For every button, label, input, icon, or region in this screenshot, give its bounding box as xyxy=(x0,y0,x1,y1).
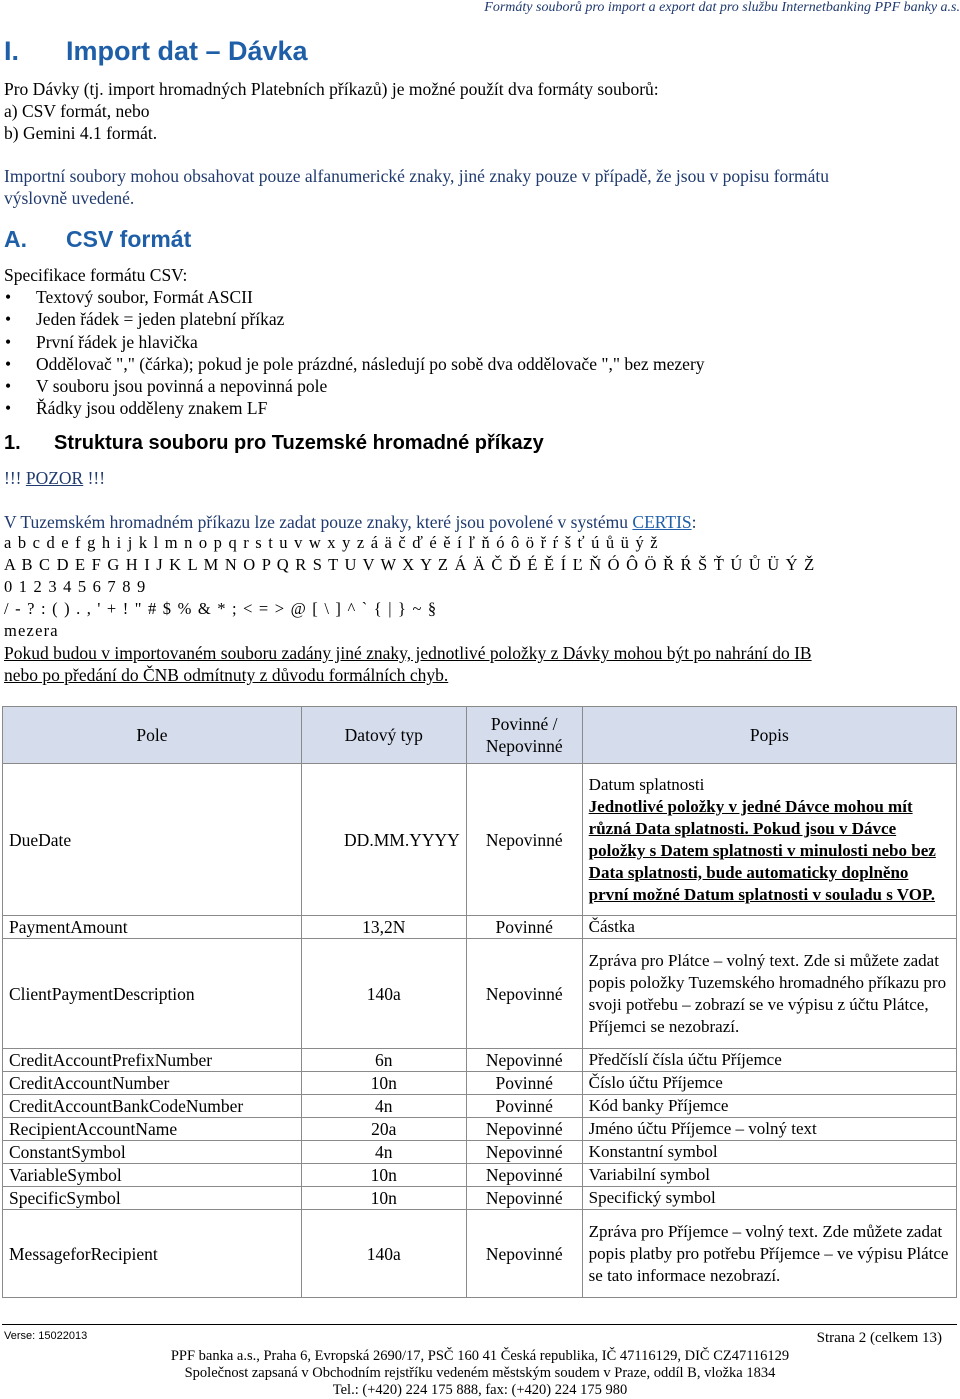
field-table xyxy=(2,706,957,1298)
cell-desc: Předčíslí čísla účtu Příjemce xyxy=(582,1049,956,1072)
cell-field: ClientPaymentDescription xyxy=(3,939,302,1049)
bullet-icon xyxy=(4,397,36,419)
cell-desc: Zpráva pro Příjemce – volný text. Zde můžete zadat popis platby pro potřebu Příjemce – ve výpisu Plátce se tato informace nezobrazí. xyxy=(582,1210,956,1298)
table-row xyxy=(3,916,957,939)
cell-required: Nepovinné xyxy=(466,1210,582,1298)
structure-title: Struktura souboru pro Tuzemské hromadné příkazy xyxy=(54,432,544,454)
bullet-icon xyxy=(4,353,36,375)
section-number: I. xyxy=(4,36,20,66)
cell-required: Povinné xyxy=(466,1072,582,1095)
charset-digits: 0 1 2 3 4 5 6 7 8 9 xyxy=(4,577,147,596)
cell-type: 10n xyxy=(301,1164,466,1187)
cell-required: Nepovinné xyxy=(466,939,582,1049)
cell-desc: Konstantní symbol xyxy=(582,1141,956,1164)
table-row xyxy=(3,1164,957,1187)
charset-uppercase: A B C D E F G H I J K L M N O P Q R S T U V W X Y Z Á Ä Č Ď É Ě Í Ľ Ň Ó Ô Ö Ř Ŕ Š Ť Ú Ů Ü Ý Ž xyxy=(4,555,816,574)
cell-required: Nepovinné xyxy=(466,1164,582,1187)
col-header-required: Povinné / Nepovinné xyxy=(466,707,582,764)
import-note: výslovně uvedené. xyxy=(4,188,135,208)
cell-field: CreditAccountNumber xyxy=(3,1072,302,1095)
cell-type: 13,2N xyxy=(301,916,466,939)
cell-field: CreditAccountBankCodeNumber xyxy=(3,1095,302,1118)
list-item: •První řádek je hlavička xyxy=(4,331,705,353)
charset-intro: V Tuzemském hromadném příkazu lze zadat pouze znaky, které jsou povolené v systému CERTIS: xyxy=(4,512,697,532)
running-header: Formáty souborů pro import a export dat pro službu Internetbanking PPF banky a.s. xyxy=(484,0,960,15)
cell-field: RecipientAccountName xyxy=(3,1118,302,1141)
cell-desc: Částka xyxy=(582,916,956,939)
table-row xyxy=(3,1072,957,1095)
table-header-row xyxy=(3,707,957,764)
cell-type: 140a xyxy=(301,939,466,1049)
cell-field: ConstantSymbol xyxy=(3,1141,302,1164)
table-row xyxy=(3,939,957,1049)
spec-list xyxy=(4,286,705,420)
cell-type: 4n xyxy=(301,1141,466,1164)
charset-symbols: / - ? : ( ) . , ' + ! " # $ % & * ; < = > @ [ \ ] ^ ` { | } ~ § xyxy=(4,599,438,618)
cell-required: Nepovinné xyxy=(466,764,582,916)
cell-desc: Datum splatnosti Jednotlivé položky v jedné Dávce mohou mít různá Data splatnosti. Pokud jsou v Dávce položky s Datem splatnosti v minulosti nebo bez Data splatnosti, bude automaticky doplněno první možné Datum splatnosti v souladu s VOP. xyxy=(582,764,956,916)
table-row xyxy=(3,764,957,916)
cell-required: Nepovinné xyxy=(466,1118,582,1141)
charset-rule: Pokud budou v importovaném souboru zadány jiné znaky, jednotlivé položky z Dávky mohou být po nahrání do IB xyxy=(4,643,812,663)
cell-desc: Kód banky Příjemce xyxy=(582,1095,956,1118)
list-item: •V souboru jsou povinná a nepovinná pole xyxy=(4,375,705,397)
col-header-field: Pole xyxy=(3,707,302,764)
cell-desc: Jméno účtu Příjemce – volný text xyxy=(582,1118,956,1141)
bullet-icon xyxy=(4,308,36,330)
certis-link[interactable]: CERTIS xyxy=(632,512,692,532)
cell-type: 10n xyxy=(301,1072,466,1095)
cell-required: Nepovinné xyxy=(466,1187,582,1210)
intro-line: Pro Dávky (tj. import hromadných Platebních příkazů) je možné použít dva formáty souborů: xyxy=(4,79,659,99)
import-note: Importní soubory mohou obsahovat pouze alfanumerické znaky, jiné znaky pouze v případě, že jsou v popisu formátu xyxy=(4,166,830,186)
subsection-title: CSV formát xyxy=(66,226,192,252)
spec-intro: Specifikace formátu CSV: xyxy=(4,265,188,285)
warning-banner: !!! POZOR !!! xyxy=(4,468,106,488)
cell-field: SpecificSymbol xyxy=(3,1187,302,1210)
cell-desc: Specifický symbol xyxy=(582,1187,956,1210)
cell-type: 10n xyxy=(301,1187,466,1210)
cell-required: Nepovinné xyxy=(466,1141,582,1164)
bullet-icon xyxy=(4,375,36,397)
cell-required: Povinné xyxy=(466,916,582,939)
cell-field: DueDate xyxy=(3,764,302,916)
cell-required: Povinné xyxy=(466,1095,582,1118)
table-row xyxy=(3,1187,957,1210)
structure-number: 1. xyxy=(4,432,21,454)
cell-desc: Variabilní symbol xyxy=(582,1164,956,1187)
list-item: •Oddělovač "," (čárka); pokud je pole prázdné, následují po sobě dva oddělovače "," bez mezery xyxy=(4,353,705,375)
footer-registry: Společnost zapsaná v Obchodním rejstříku vedeném městským soudem v Praze, oddíl B, vložka 1834 xyxy=(184,1365,776,1381)
footer-page-number: Strana 2 (celkem 13) xyxy=(816,1330,942,1346)
col-header-type: Datový typ xyxy=(301,707,466,764)
subsection-heading xyxy=(4,226,191,253)
bullet-icon xyxy=(4,286,36,308)
cell-field: PaymentAmount xyxy=(3,916,302,939)
cell-desc: Číslo účtu Příjemce xyxy=(582,1072,956,1095)
structure-heading xyxy=(4,432,544,455)
footer-contact: Tel.: (+420) 224 175 888, fax: (+420) 224 175 980 xyxy=(332,1382,628,1398)
list-item: •Řádky jsou odděleny znakem LF xyxy=(4,397,705,419)
charset-space: mezera xyxy=(4,621,59,640)
intro-line: a) CSV formát, nebo xyxy=(4,101,150,121)
footer-company: PPF banka a.s., Praha 6, Evropská 2690/17, PSČ 160 41 Česká republika, IČ 47116129, DIČ CZ47116129 xyxy=(170,1348,790,1364)
cell-type: 4n xyxy=(301,1095,466,1118)
table-row xyxy=(3,1095,957,1118)
col-header-desc: Popis xyxy=(582,707,956,764)
section-heading xyxy=(4,36,308,67)
table-row xyxy=(3,1210,957,1298)
cell-type: 20a xyxy=(301,1118,466,1141)
cell-field: CreditAccountPrefixNumber xyxy=(3,1049,302,1072)
cell-type: 140a xyxy=(301,1210,466,1298)
list-item: •Jeden řádek = jeden platební příkaz xyxy=(4,308,705,330)
bullet-icon xyxy=(4,331,36,353)
table-row xyxy=(3,1118,957,1141)
table-row xyxy=(3,1049,957,1072)
section-title: Import dat – Dávka xyxy=(66,36,308,66)
cell-required: Nepovinné xyxy=(466,1049,582,1072)
charset-rule: nebo po předání do ČNB odmítnuty z důvodu formálních chyb. xyxy=(4,665,449,685)
charset-lowercase: a b c d e f g h i j k l m n o p q r s t u v w x y z á ä č ď é ě í ľ ň ó ô ö ř ŕ š ť ú ů ü ý ž xyxy=(4,533,659,552)
intro-line: b) Gemini 4.1 formát. xyxy=(4,123,158,143)
cell-field: MessageforRecipient xyxy=(3,1210,302,1298)
table-row xyxy=(3,1141,957,1164)
list-item: •Textový soubor, Formát ASCII xyxy=(4,286,705,308)
warning-word: POZOR xyxy=(25,468,84,488)
cell-type: 6n xyxy=(301,1049,466,1072)
footer-version: Verse: 15022013 xyxy=(4,1330,88,1342)
subsection-number: A. xyxy=(4,226,27,252)
cell-type: DD.MM.YYYY xyxy=(301,764,466,916)
cell-desc: Zpráva pro Plátce – volný text. Zde si můžete zadat popis položky Tuzemského hromadného příkazu pro svoji potřebu – zobrazí se ve výpisu z účtu Plátce, Příjemci se nezobrazí. xyxy=(582,939,956,1049)
cell-field: VariableSymbol xyxy=(3,1164,302,1187)
footer-divider xyxy=(2,1324,957,1325)
